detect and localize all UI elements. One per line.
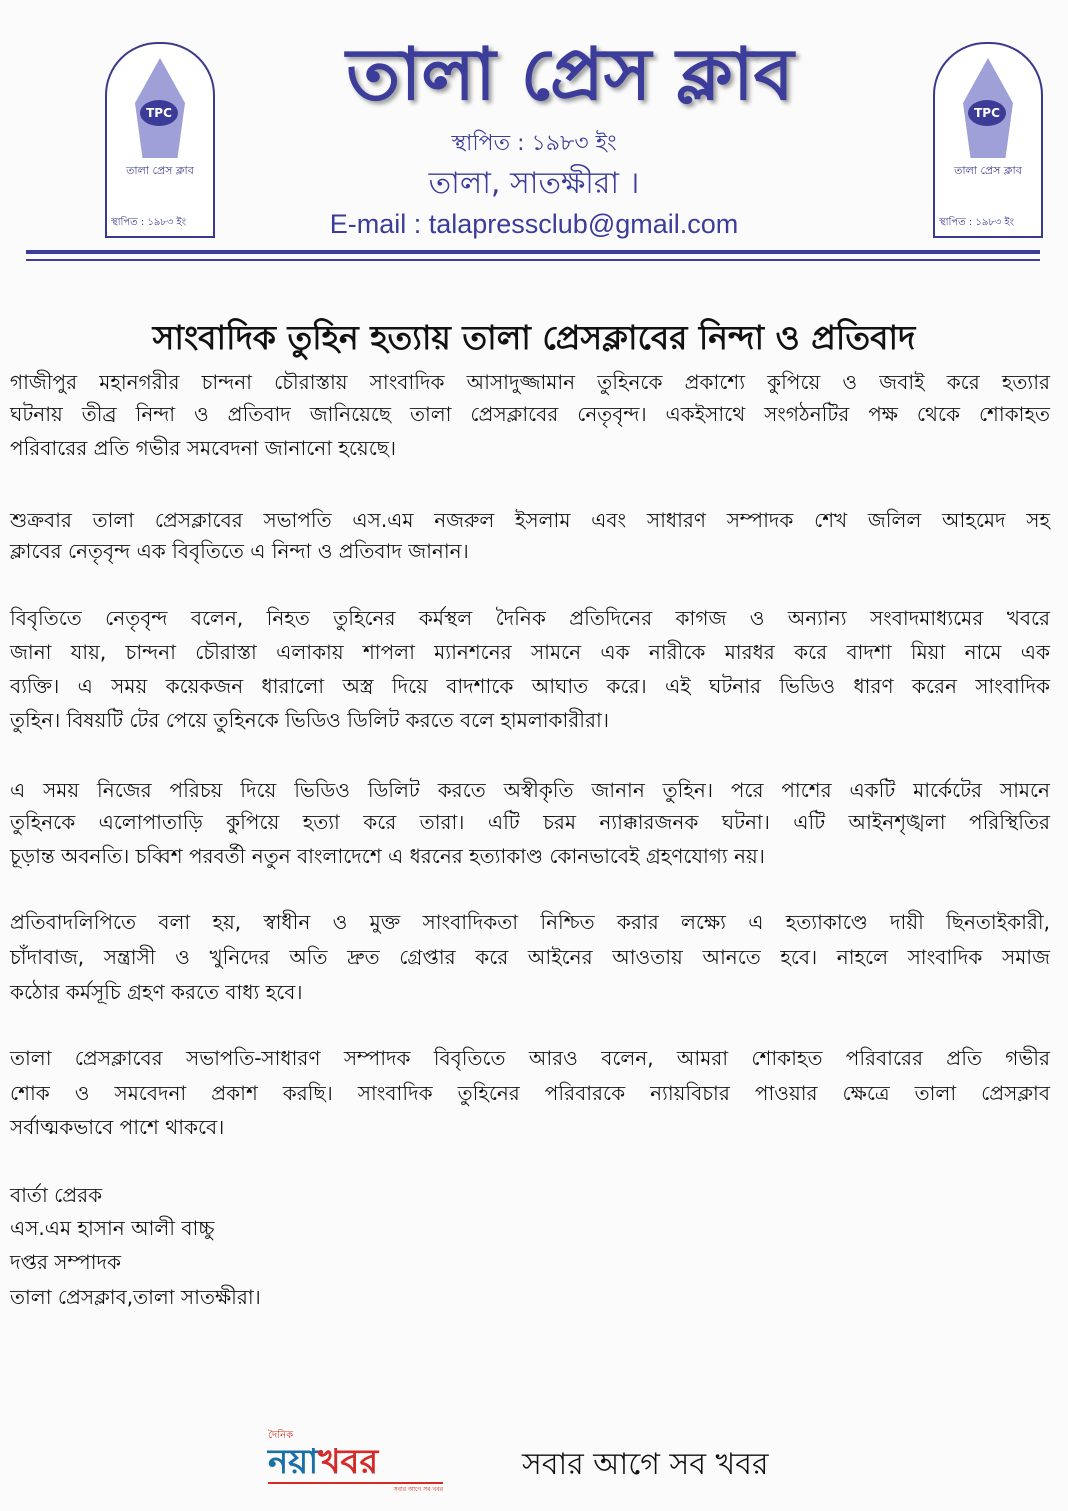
signature-line: বার্তা প্রেরক — [10, 1183, 103, 1207]
paragraph-line: ব্যক্তি। এ সময় কয়েকজন ধারালো অস্ত্র দিয়ে বাদশাকে আঘাত করে। এই ঘটনার ভিডিও ধারণ করেন সাংবাদিক — [10, 674, 1050, 698]
paragraph-line: এ সময় নিজের পরিচয় দিয়ে ভিডিও ডিলিট করতে অস্বীকৃতি জানান তুহিন। পরে পাশের একটি মার্কেটের সামনে — [10, 778, 1050, 802]
divider — [26, 259, 1040, 261]
paragraph-line: গাজীপুর মহানগরীর চান্দনা চৌরাস্তায় সাংবাদিক আসাদুজ্জামান তুহিনকে প্রকাশ্যে কুপিয়ে ও জবাই করে হত্যার — [10, 370, 1050, 394]
email: E-mail : talapressclub@gmail.com — [329, 209, 739, 239]
logo-tagline: সবার আগে সব খবর — [393, 1486, 443, 1493]
paragraph-line: ক্লাবের নেতৃবৃন্দ এক বিবৃতিতে এ নিন্দা ও প্রতিবাদ জানান। — [10, 539, 469, 563]
paragraph-line: বিবৃতিতে নেতৃবৃন্দ বলেন, নিহত তুহিনের কর্মস্থল দৈনিক প্রতিদিনের কাগজ ও অন্যান্য সংবাদমাধ্যমের খবরে — [10, 606, 1050, 630]
established: স্থাপিত : ১৯৮৩ ইং — [451, 131, 617, 156]
paragraph-line: শোক ও সমবেদনা প্রকাশ করছি। সাংবাদিক তুহিনের পরিবারকে ন্যায়বিচার পাওয়ার ক্ষেত্রে তালা প্রেসক্লাব — [10, 1081, 1050, 1105]
paragraph-line: শুক্রবার তালা প্রেসক্লাবের সভাপতি এস.এম নজরুল ইসলাম এবং সাধারণ সম্পাদক শেখ জলিল আহমেদ সহ — [10, 508, 1050, 532]
location: তালা, সাতক্ষীরা । — [428, 166, 640, 201]
paragraph-line: ঘটনায় তীব্র নিন্দা ও প্রতিবাদ জানিয়েছে তালা প্রেসক্লাবের নেতৃবৃন্দ। একইসাথে সংগঠনটির পক্ষ থেকে শোকাহত — [10, 402, 1050, 426]
logo-initials: TPC — [968, 100, 1006, 126]
logo-daily: দৈনিক — [268, 1430, 294, 1441]
logo-arc-text: তালা প্রেস ক্লাব — [126, 164, 194, 177]
signature-line: তালা প্রেসক্লাব,তালা সাতক্ষীরা। — [10, 1285, 261, 1309]
footer-logo — [268, 1430, 443, 1500]
footer-slogan: সবার আগে সব খবর — [522, 1447, 769, 1482]
paragraph-line: সর্বাত্মকভাবে পাশে থাকবে। — [10, 1115, 225, 1139]
paragraph-line: চাঁদাবাজ, সন্ত্রাসী ও খুনিদের অতি দ্রুত গ্রেপ্তার করে আইনের আওতায় আনতে হবে। নাহলে সাংবাদিক সমাজ — [10, 945, 1050, 969]
paragraph-line: পরিবারের প্রতি গভীর সমবেদনা জানানো হয়েছে। — [10, 436, 397, 460]
paragraph-line: প্রতিবাদলিপিতে বলা হয়, স্বাধীন ও মুক্ত সাংবাদিকতা নিশ্চিত করার লক্ষ্যে এ হত্যাকাণ্ডে দায়ী ছিনতাইকারী, — [10, 910, 1050, 934]
paragraph-line: কঠোর কর্মসূচি গ্রহণ করতে বাধ্য হবে। — [10, 980, 303, 1004]
club-name: তালা প্রেস ক্লাব — [346, 32, 794, 116]
logo-name-1: নয়া — [268, 1442, 319, 1482]
logo-established: স্থাপিত : ১৯৮৩ ইং — [939, 217, 1015, 228]
signature-line: এস.এম হাসান আলী বাচ্চু — [10, 1216, 215, 1240]
signature-line: দপ্তর সম্পাদক — [10, 1250, 121, 1274]
paragraph-line: তুহিন। বিষয়টি টের পেয়ে তুহিনকে ভিডিও ডিলিট করতে বলে হামলাকারীরা। — [10, 708, 609, 732]
article-title: সাংবাদিক তুহিন হত্যায় তালা প্রেসক্লাবের নিন্দা ও প্রতিবাদ — [152, 318, 916, 357]
logo-name-2: খবর — [318, 1442, 379, 1482]
logo-names — [268, 1442, 443, 1482]
divider — [26, 250, 1040, 254]
paragraph-line: তালা প্রেসক্লাবের সভাপতি-সাধারণ সম্পাদক বিবৃতিতে আরও বলেন, আমরা শোকাহত পরিবারের প্রতি গভীর — [10, 1046, 1050, 1070]
paragraph-line: চূড়ান্ত অবনতি। চব্বিশ পরবর্তী নতুন বাংলাদেশে এ ধরনের হত্যাকাণ্ড কোনভাবেই গ্রহণযোগ্য নয়। — [10, 844, 765, 868]
paragraph-line: তুহিনকে এলোপাতাড়ি কুপিয়ে হত্যা করে তারা। এটি চরম ন্যাক্কারজনক ঘটনা। এটি আইনশৃঙ্খলা পরিস্থিতির — [10, 810, 1050, 834]
logo-initials: TPC — [140, 100, 178, 126]
logo-established: স্থাপিত : ১৯৮৩ ইং — [111, 217, 187, 228]
logo-underline — [268, 1482, 443, 1484]
logo-arc-text: তালা প্রেস ক্লাব — [954, 164, 1022, 177]
paragraph-line: জানা যায়, চান্দনা চৌরাস্তা এলাকায় শাপলা ম্যানশনের সামনে এক নারীকে মারধর করে বাদশা মিয়া নামে এক — [10, 640, 1050, 664]
